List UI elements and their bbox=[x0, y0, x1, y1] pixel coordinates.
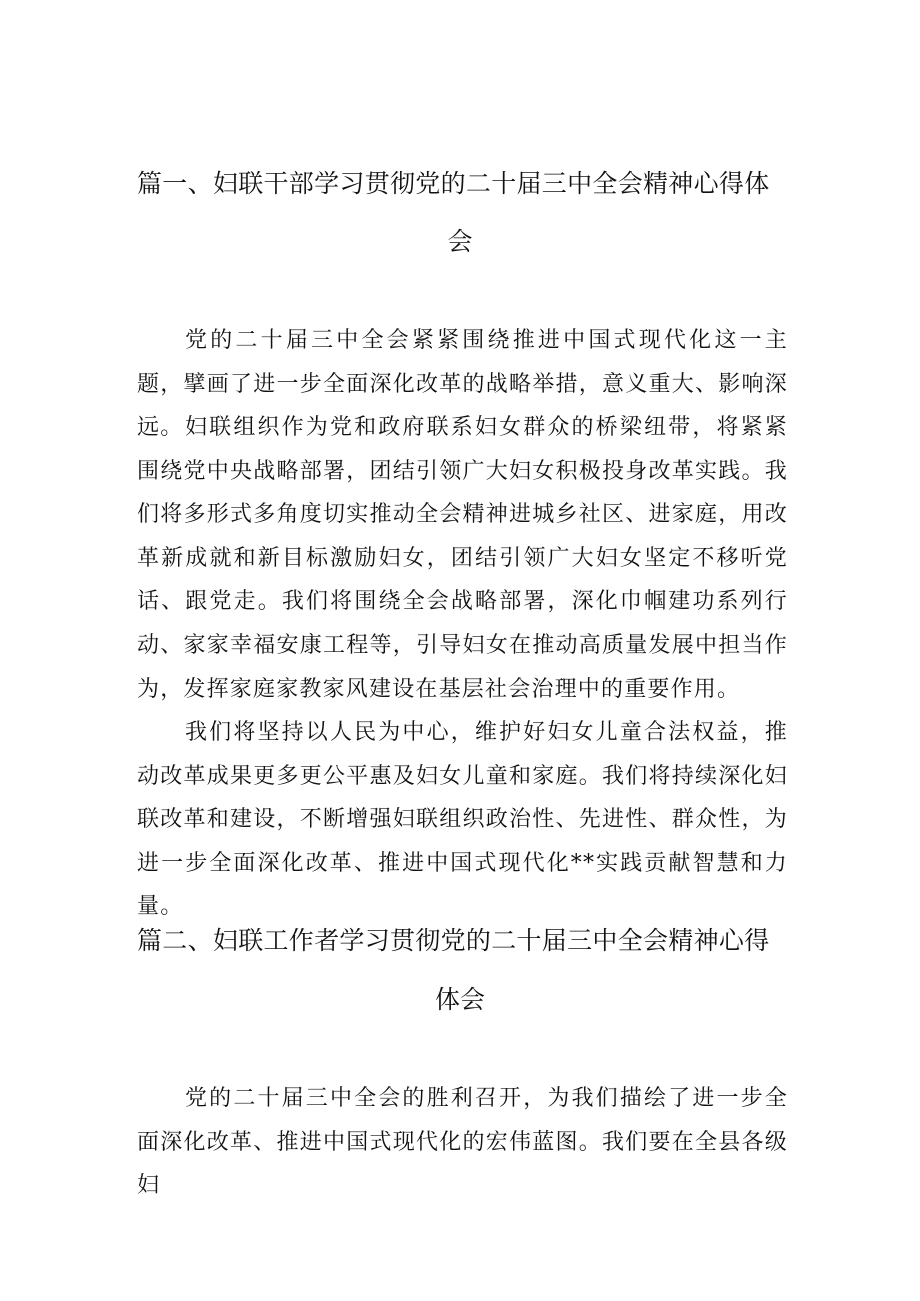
section1-paragraph-2: 妇联组织作为党和政府联系妇女群众的桥梁纽带，将紧紧围绕党中央战略部署，团结引领广大妇女积极投身改革实践。我们将多形式多角度切实推动全会精神进城乡社区、进家庭，用改革新成就和新目标激励妇女，团结引领广大妇女坚定不移听党话、跟党走。我们将围绕全会战略部署，深化巾帼建功系列行动、家家幸福安康工程等，引导妇女在推动高质量发展中担当作为，发挥家庭家教家风建设在基层社会治理中的重要作用。 bbox=[137, 415, 788, 702]
section1-title-line2: 会 bbox=[447, 227, 473, 256]
section2-title-line2: 体会 bbox=[434, 985, 485, 1014]
section1-paragraph-1: 党的二十届三中全会紧紧围绕推进中国式现代化这一主题，擘画了进一步全面深化改革的战略举措，意义重大、影响深远。 bbox=[137, 328, 788, 441]
section2-paragraph-1: 党的二十届三中全会的胜利召开，为我们描绘了进一步全面深化改革、推进中国式现代化的宏伟蓝图。我们要在全县各级妇 bbox=[137, 1086, 788, 1199]
section1-paragraph-3: 我们将坚持以人民为中心，维护好妇女儿童合法权益，推动改革成果更多更公平惠及妇女儿童和家庭。我们将持续深化妇联改革和建设，不断增强妇联组织政治性、先进性、群众性，为进一步全面深化改革、推进中国式现代化**实践贡献智慧和力量。 bbox=[137, 720, 788, 920]
section2-title-line1: 篇二、妇联工作者学习贯彻党的二十届三中全会精神心得 bbox=[137, 926, 770, 955]
section1-title-line1: 篇一、妇联干部学习贯彻党的二十届三中全会精神心得体 bbox=[137, 169, 770, 198]
